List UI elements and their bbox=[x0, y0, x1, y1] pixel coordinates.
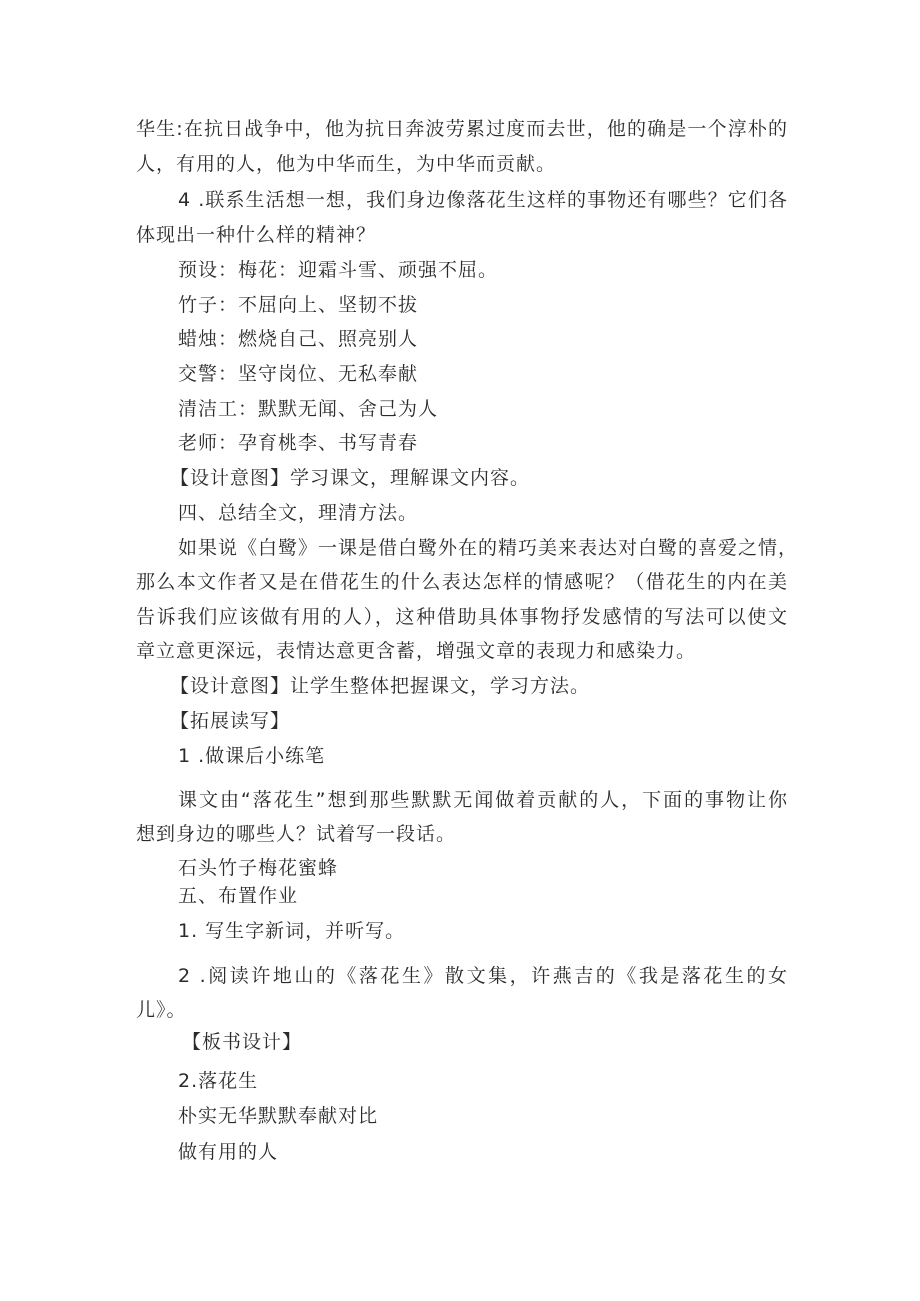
paragraph-line: 课文由“落花生”想到那些默默无闻做着贡献的人，下面的事物让你 bbox=[178, 789, 788, 811]
design-intent-note: 【设计意图】让学生整体把握课文，学习方法。 bbox=[170, 675, 591, 697]
section-heading: 四、总结全文，理清方法。 bbox=[178, 502, 419, 524]
paragraph-line: 想到身边的哪些人？试着写一段话。 bbox=[136, 823, 457, 845]
board-line: 朴实无华默默奉献对比 bbox=[178, 1105, 379, 1127]
section-heading: 【板书设计】 bbox=[182, 1031, 303, 1053]
paragraph-line: 竹子：不屈向上、坚韧不拔 bbox=[178, 294, 419, 316]
paragraph-line: 儿》。 bbox=[136, 999, 187, 1021]
paragraph-line: 那么本文作者又是在借花生的什么表达怎样的情感呢？（借花生的内在美 bbox=[136, 571, 788, 593]
paragraph-line: 清洁工：默默无闻、舍己为人 bbox=[178, 398, 439, 420]
paragraph-line: 如果说《白鹭》一课是借白鹭外在的精巧美来表达对白鹭的喜爱之情， bbox=[178, 537, 799, 559]
paragraph-line: 交警：坚守岗位、无私奉献 bbox=[178, 363, 419, 385]
list-item: 2 .阅读许地山的《落花生》散文集，许燕吉的《我是落花生的女 bbox=[178, 965, 788, 987]
paragraph-line: 人，有用的人，他为中华而生，为中华而贡献。 bbox=[136, 153, 557, 175]
design-intent-note: 【设计意图】学习课文，理解课文内容。 bbox=[170, 467, 531, 489]
list-item: 1. 写生字新词，并听写。 bbox=[178, 920, 406, 942]
paragraph-line: 告诉我们应该做有用的人），这种借助具体事物抒发感情的写法可以使文 bbox=[136, 606, 788, 628]
paragraph-line: 老师：孕育桃李、书写青春 bbox=[178, 432, 419, 454]
paragraph-line: 章立意更深远，表情达意更含蓄，增强文章的表现力和感染力。 bbox=[136, 640, 697, 662]
section-heading: 五、布置作业 bbox=[178, 885, 299, 907]
paragraph-line: 4 .联系生活想一想，我们身边像落花生这样的事物还有哪些？它们各 bbox=[178, 189, 788, 211]
paragraph-line: 石头竹子梅花蜜蜂 bbox=[178, 857, 339, 879]
paragraph-line: 体现出一种什么样的精神？ bbox=[136, 224, 377, 246]
board-title: 2.落花生 bbox=[178, 1070, 259, 1092]
board-line: 做有用的人 bbox=[178, 1141, 279, 1163]
section-heading: 【拓展读写】 bbox=[170, 710, 291, 732]
list-item: 1 .做课后小练笔 bbox=[178, 745, 326, 767]
paragraph-line: 华生:在抗日战争中，他为抗日奔波劳累过度而去世，他的确是一个淳朴的 bbox=[136, 118, 788, 140]
paragraph-line: 预设：梅花：迎霜斗雪、顽强不屈。 bbox=[178, 259, 499, 281]
paragraph-line: 蜡烛：燃烧自己、照亮别人 bbox=[178, 328, 419, 350]
